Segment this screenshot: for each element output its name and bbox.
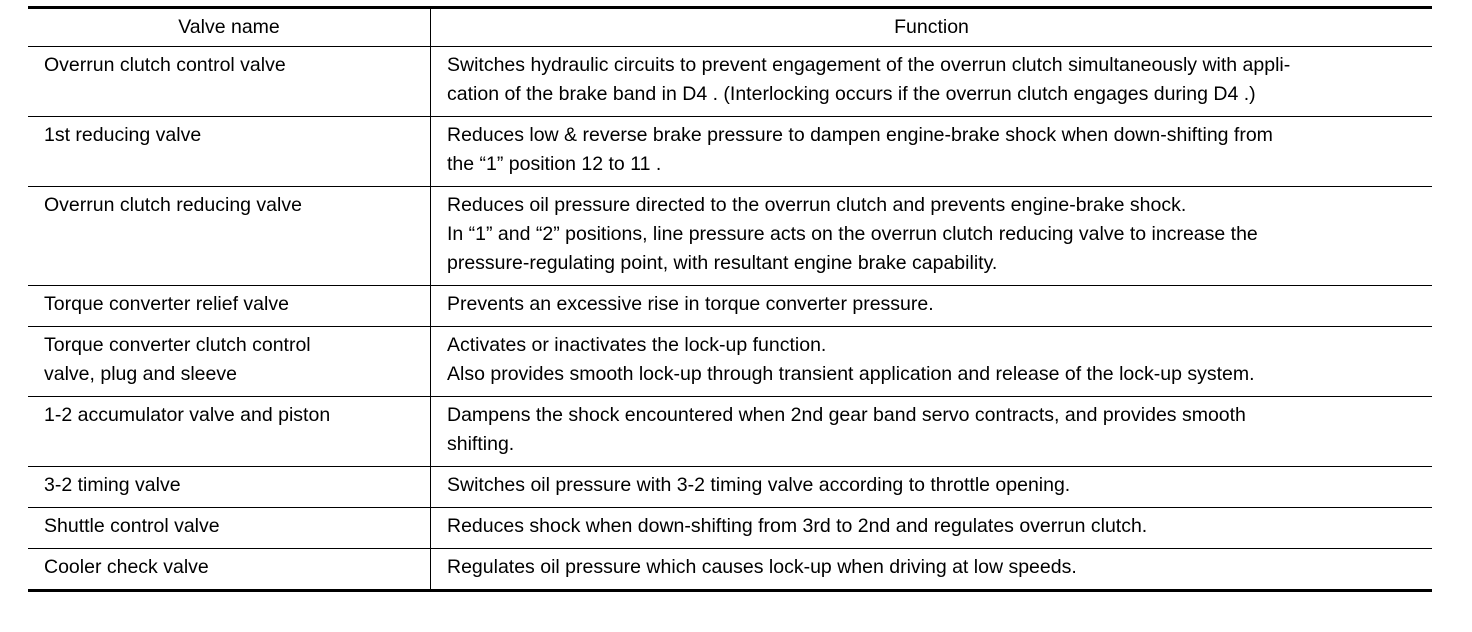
table-header (28, 8, 1432, 47)
function-cell (431, 187, 1433, 286)
function-cell (431, 47, 1433, 117)
table-row (28, 327, 1432, 397)
table-row (28, 286, 1432, 327)
header-function: Function (894, 16, 969, 38)
function-cell (431, 286, 1433, 327)
function-line: cation of the brake band in D4 . (Interlocking occurs if the overrun clutch engages during D4 .) (447, 83, 1256, 105)
function-line: Dampens the shock encountered when 2nd gear band servo contracts, and provides smooth (447, 404, 1246, 426)
valve-name-line: 1st reducing valve (44, 124, 202, 146)
function-line: In “1” and “2” positions, line pressure acts on the overrun clutch reducing valve to increase the (447, 223, 1258, 245)
table-row (28, 397, 1432, 467)
table-row (28, 117, 1432, 187)
valve-name-line: Overrun clutch reducing valve (44, 194, 302, 216)
valve-name-cell (28, 549, 431, 591)
valve-name-cell (28, 286, 431, 327)
function-line: shifting. (447, 433, 515, 455)
function-line: pressure-regulating point, with resultant engine brake capability. (447, 252, 998, 274)
valve-name-line: Shuttle control valve (44, 515, 220, 537)
function-cell (431, 508, 1433, 549)
valve-name-cell (28, 397, 431, 467)
table-row (28, 467, 1432, 508)
function-cell (431, 467, 1433, 508)
header-row (28, 8, 1432, 47)
function-cell (431, 117, 1433, 187)
valve-function-table-container (28, 6, 1432, 592)
valve-name-cell (28, 467, 431, 508)
valve-name-line: Overrun clutch control valve (44, 54, 286, 76)
valve-name-line: Torque converter relief valve (44, 293, 289, 315)
function-line: Regulates oil pressure which causes lock-up when driving at low speeds. (447, 556, 1077, 578)
valve-name-line: valve, plug and sleeve (44, 363, 237, 385)
valve-function-table (28, 6, 1432, 592)
header-valve-name: Valve name (28, 8, 431, 47)
function-line: Also provides smooth lock-up through transient application and release of the lock-up system. (447, 363, 1255, 385)
table-row (28, 508, 1432, 549)
table-row (28, 187, 1432, 286)
function-cell (431, 327, 1433, 397)
table-row (28, 549, 1432, 591)
valve-name-line: 1-2 accumulator valve and piston (44, 404, 331, 426)
function-line: Reduces oil pressure directed to the overrun clutch and prevents engine-brake shock. (447, 194, 1187, 216)
table-row (28, 47, 1432, 117)
function-line: Activates or inactivates the lock-up function. (447, 334, 827, 356)
valve-name-cell (28, 47, 431, 117)
function-cell (431, 397, 1433, 467)
function-cell (431, 549, 1433, 591)
function-line: Switches oil pressure with 3-2 timing valve according to throttle opening. (447, 474, 1071, 496)
table-body (28, 47, 1432, 591)
valve-name-line: 3-2 timing valve (44, 474, 181, 496)
valve-name-cell (28, 187, 431, 286)
function-line: Reduces low & reverse brake pressure to dampen engine-brake shock when down-shifting from (447, 124, 1273, 146)
valve-name-line: Torque converter clutch control (44, 334, 311, 356)
function-line: Switches hydraulic circuits to prevent engagement of the overrun clutch simultaneously with appli- (447, 54, 1291, 76)
valve-name-cell (28, 327, 431, 397)
valve-name-cell (28, 117, 431, 187)
valve-name-line: Cooler check valve (44, 556, 209, 578)
function-line: the “1” position 12 to 11 . (447, 153, 662, 175)
function-line: Reduces shock when down-shifting from 3rd to 2nd and regulates overrun clutch. (447, 515, 1148, 537)
function-line: Prevents an excessive rise in torque converter pressure. (447, 293, 934, 315)
valve-name-cell (28, 508, 431, 549)
